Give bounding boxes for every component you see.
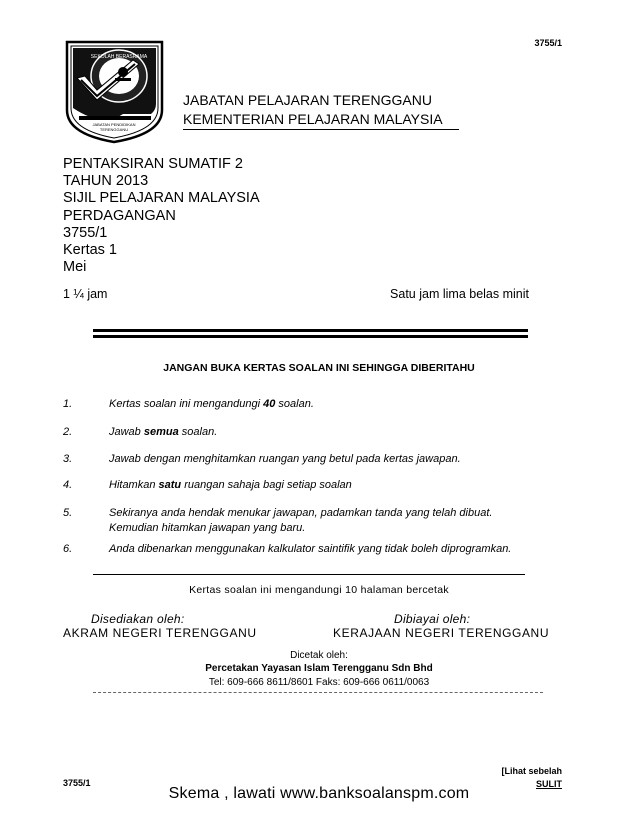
exam-meta-line: PENTAKSIRAN SUMATIF 2: [63, 156, 243, 172]
svg-text:TERENGGANU: TERENGGANU: [99, 127, 129, 132]
separator-line: [93, 574, 525, 575]
instruction-number: 1.: [63, 398, 73, 410]
exam-meta-line: Kertas 1: [63, 242, 117, 259]
instruction-text: Sekiranya anda hendak menukar jawapan, padamkan tanda yang telah dibuat. Kemudian hitamkan jawapan yang baru.: [109, 507, 493, 534]
department-line-2: KEMENTERIAN PELAJARAN MALAYSIA: [183, 111, 443, 127]
paper-code-top: 3755/1: [534, 38, 562, 48]
instruction-text: Jawab semua soalan.: [109, 426, 218, 438]
next-page-note: [Lihat sebelah: [501, 766, 562, 776]
svg-text:JABATAN PENDIDIKAN: JABATAN PENDIDIKAN: [92, 122, 136, 127]
paper-code-bottom: 3755/1: [63, 778, 91, 788]
thick-rule-bottom: [93, 335, 528, 338]
duration: 1 ¼ jam: [63, 287, 108, 301]
funded-label: Dibiayai oleh:: [394, 612, 471, 626]
printer-label: Dicetak oleh:: [290, 650, 348, 661]
confidential-mark: SULIT: [536, 779, 562, 789]
instruction-text: Hitamkan satu ruangan sahaja bagi setiap soalan: [109, 479, 352, 491]
svg-text:SEKOLAH BERASRAMA: SEKOLAH BERASRAMA: [90, 54, 148, 60]
instruction-text: Anda dibenarkan menggunakan kalkulator saintifik yang tidak boleh diprogramkan.: [109, 543, 512, 555]
warning-text: JANGAN BUKA KERTAS SOALAN INI SEHINGGA DIBERITAHU: [163, 362, 475, 374]
instruction-number: 5.: [63, 507, 73, 519]
exam-meta-line: PERDAGANGAN: [63, 207, 176, 224]
thick-rule-top: [93, 329, 528, 332]
exam-meta-line: SIJIL PELAJARAN MALAYSIA: [63, 190, 260, 207]
printer-name: Percetakan Yayasan Islam Terengganu Sdn Bhd: [205, 663, 433, 674]
pages-note: Kertas soalan ini mengandungi 10 halaman bercetak: [189, 584, 449, 596]
funded-org: KERAJAAN NEGERI TERENGGANU: [333, 626, 550, 640]
dashed-separator: [93, 692, 543, 693]
printer-contact: Tel: 609-666 8611/8601 Faks: 609-666 0611/0063: [208, 677, 430, 688]
instruction-number: 2.: [63, 426, 73, 438]
prepared-label: Disediakan oleh:: [91, 612, 185, 626]
exam-meta: [63, 156, 260, 276]
duration-words: Satu jam lima belas minit: [390, 287, 529, 301]
instruction-text: Jawab dengan menghitamkan ruangan yang betul pada kertas jawapan.: [109, 453, 461, 465]
department-underline: [183, 129, 459, 130]
prepared-org: AKRAM NEGERI TERENGGANU: [63, 626, 257, 640]
exam-meta-line: TAHUN 2013: [63, 173, 149, 190]
department-line-1: JABATAN PELAJARAN TERENGGANU: [183, 92, 432, 108]
instruction-number: 4.: [63, 479, 73, 491]
exam-meta-line: 3755/1: [63, 224, 108, 241]
exam-meta-line: Mei: [63, 259, 87, 276]
department-block: [183, 91, 459, 129]
school-crest-icon: [63, 38, 166, 144]
watermark-text: Skema , lawati www.banksoalanspm.com: [168, 785, 470, 802]
instruction-text: Kertas soalan ini mengandungi 40 soalan.: [109, 398, 314, 410]
instruction-number: 6.: [63, 543, 73, 555]
instruction-number: 3.: [63, 453, 73, 465]
